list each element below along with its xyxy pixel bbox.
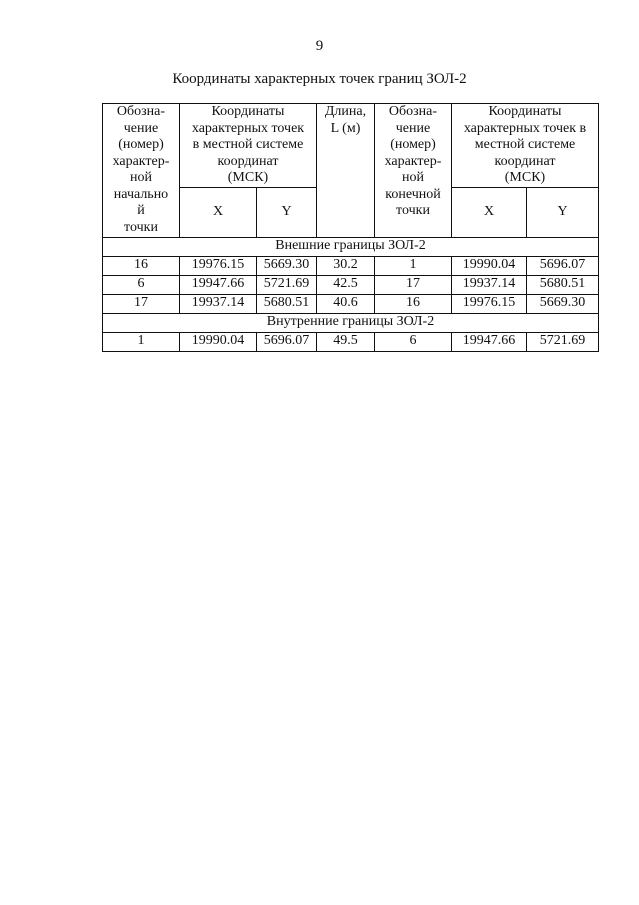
- header-x-start: X: [180, 187, 257, 237]
- cell-x-end: 19947.66: [452, 332, 527, 351]
- header-end-point: [375, 104, 452, 238]
- header-length: [317, 104, 375, 238]
- cell-x-start: 19937.14: [180, 294, 257, 313]
- header-start-point: [103, 104, 180, 238]
- section-title-external: Внешние границы ЗОЛ-2: [103, 237, 599, 256]
- document-title: Координаты характерных точек границ ЗОЛ-2: [172, 71, 467, 87]
- cell-y-start: 5680.51: [257, 294, 317, 313]
- cell-x-end: 19990.04: [452, 256, 527, 275]
- header-x-end: X: [452, 187, 527, 237]
- cell-length: 40.6: [317, 294, 375, 313]
- cell-end-point: 16: [375, 294, 452, 313]
- header-start-point-label: Обозна- чение (номер) характер- ной начально й точки: [112, 104, 170, 235]
- cell-y-start: 5669.30: [257, 256, 317, 275]
- header-end-point-label: Обозна- чение (номер) характер- ной конечной точки: [384, 104, 442, 218]
- cell-x-start: 19947.66: [180, 275, 257, 294]
- table-row: [103, 256, 599, 275]
- cell-y-start: 5721.69: [257, 275, 317, 294]
- table-body: [103, 237, 599, 351]
- cell-x-end: 19937.14: [452, 275, 527, 294]
- section-row: [103, 237, 599, 256]
- cell-x-end: 19976.15: [452, 294, 527, 313]
- cell-end-point: 6: [375, 332, 452, 351]
- section-row: [103, 313, 599, 332]
- page-number: 9: [315, 38, 324, 54]
- cell-end-point: 17: [375, 275, 452, 294]
- header-coords-end-label: Координаты характерных точек в местной системе координат (МСК): [463, 104, 587, 185]
- cell-start-point: 6: [103, 275, 180, 294]
- cell-start-point: 1: [103, 332, 180, 351]
- header-y-start: Y: [257, 187, 317, 237]
- section-title-internal: Внутренние границы ЗОЛ-2: [103, 313, 599, 332]
- header-coords-end: [452, 104, 599, 188]
- coordinates-table: [102, 103, 599, 352]
- table-row: [103, 332, 599, 351]
- header-length-label: Длина, L (м): [324, 104, 367, 136]
- cell-x-start: 19990.04: [180, 332, 257, 351]
- cell-y-end: 5669.30: [527, 294, 599, 313]
- cell-y-end: 5696.07: [527, 256, 599, 275]
- cell-start-point: 16: [103, 256, 180, 275]
- header-y-end: Y: [527, 187, 599, 237]
- cell-length: 42.5: [317, 275, 375, 294]
- cell-start-point: 17: [103, 294, 180, 313]
- cell-y-end: 5680.51: [527, 275, 599, 294]
- header-coords-start-label: Координаты характерных точек в местной системе координат (МСК): [191, 104, 305, 185]
- cell-x-start: 19976.15: [180, 256, 257, 275]
- cell-end-point: 1: [375, 256, 452, 275]
- cell-length: 49.5: [317, 332, 375, 351]
- table-row: [103, 275, 599, 294]
- table-header: [103, 104, 599, 238]
- table-row: [103, 294, 599, 313]
- cell-length: 30.2: [317, 256, 375, 275]
- cell-y-end: 5721.69: [527, 332, 599, 351]
- header-coords-start: [180, 104, 317, 188]
- cell-y-start: 5696.07: [257, 332, 317, 351]
